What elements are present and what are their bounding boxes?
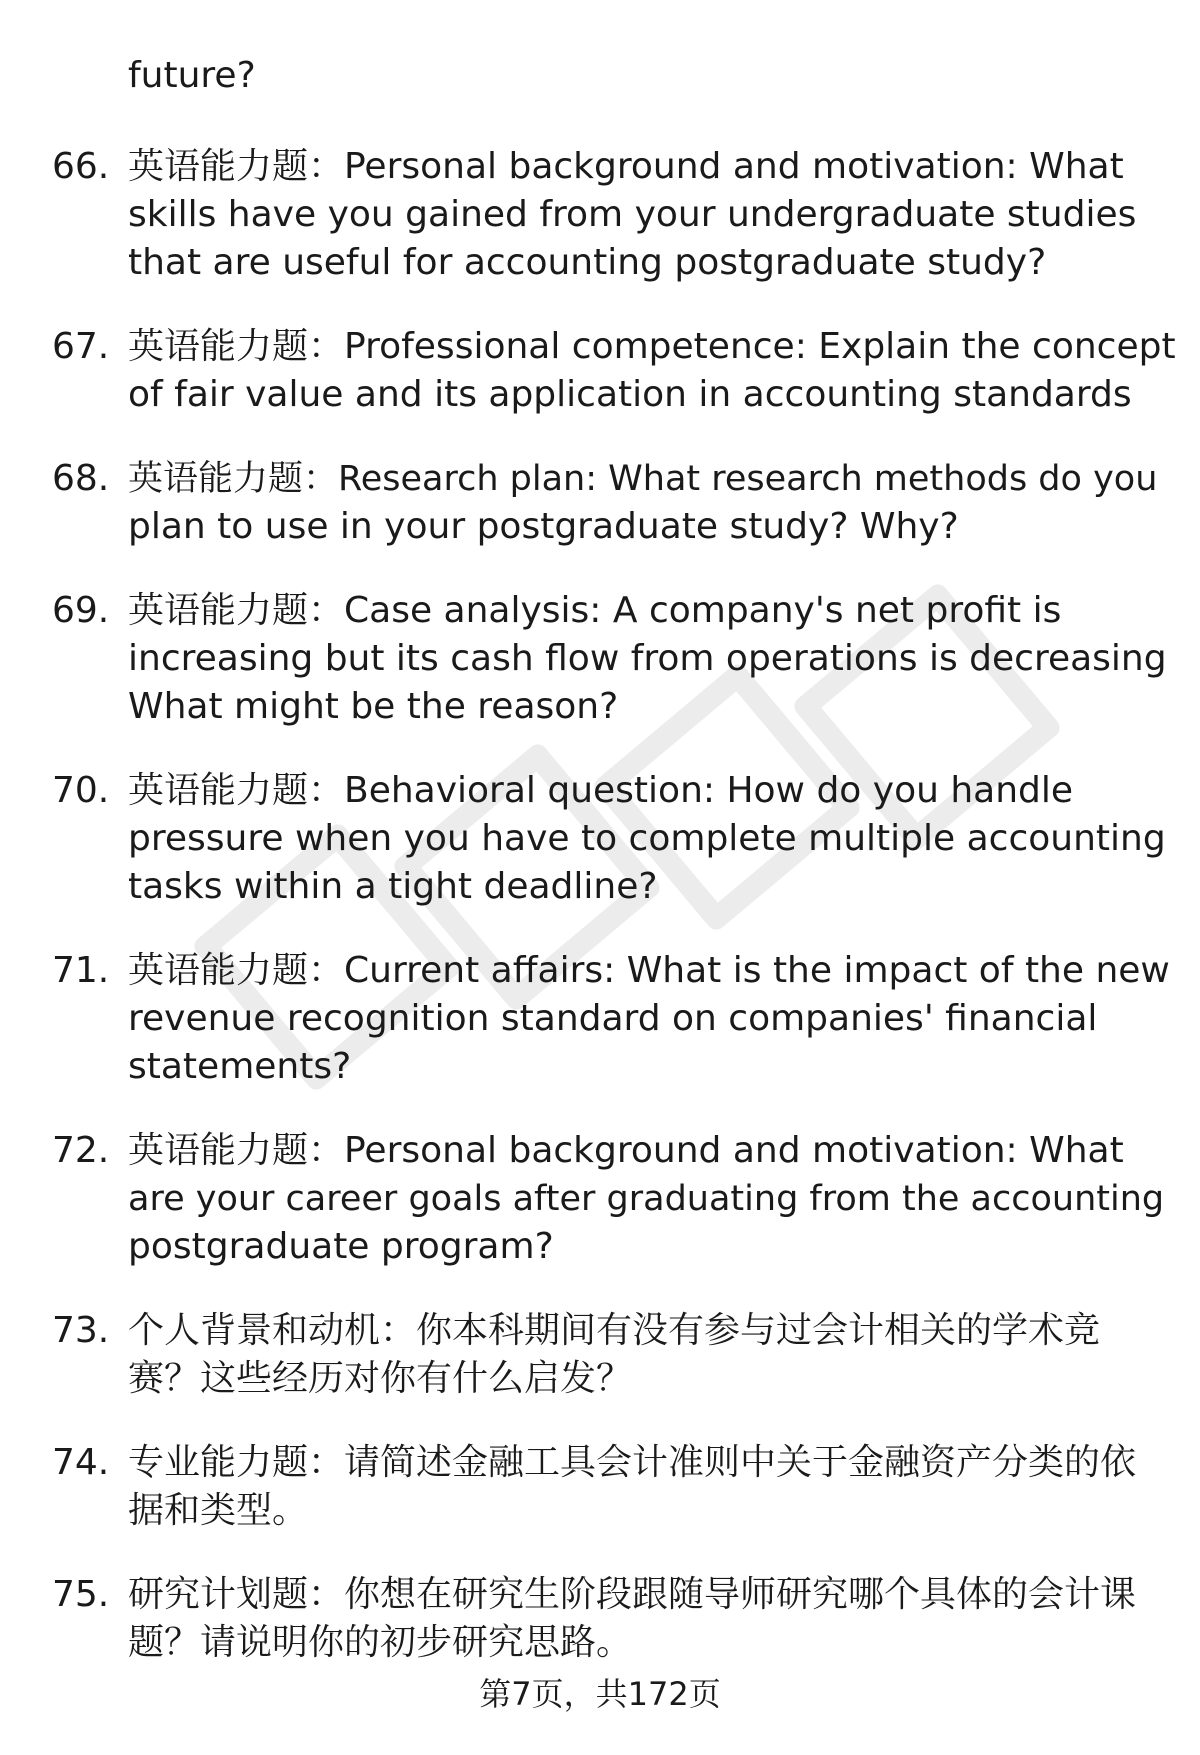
item-line: plan to use in your postgraduate study? Why? [128, 506, 959, 547]
item-number: 71. [52, 950, 110, 991]
item-line: that are useful for accounting postgraduate study? [128, 242, 1047, 283]
item-line: are your career goals after graduating from the accounting [128, 1179, 1165, 1219]
item-line: increasing but its cash flow from operations is decreasing [128, 638, 1167, 679]
item-number: 73. [52, 1310, 110, 1351]
item-line: revenue recognition standard on companies' financial [128, 998, 1098, 1039]
item-number: 72. [52, 1130, 110, 1171]
item-line: 英语能力题：Personal background and motivation: What [128, 146, 1124, 187]
item-line: What might be the reason? [128, 686, 619, 727]
item-number: 67. [52, 326, 110, 367]
item-line: 英语能力题：Personal background and motivation: What [128, 1130, 1124, 1171]
item-line: 英语能力题：Case analysis: A company's net profit is [128, 590, 1062, 631]
page-footer: 第7页，共172页 [479, 1675, 721, 1713]
item-number: 68. [52, 458, 110, 499]
item-number: 66. [52, 146, 110, 187]
item-line: postgraduate program? [128, 1226, 554, 1267]
item-line: 个人背景和动机：你本科期间有没有参与过会计相关的学术竞 [128, 1310, 1101, 1351]
item-number: 74. [52, 1442, 110, 1483]
item-number: 75. [52, 1574, 110, 1615]
item-line: 赛？这些经历对你有什么启发？ [128, 1358, 633, 1399]
item-line: 专业能力题：请简述金融工具会计准则中关于金融资产分类的依 [128, 1442, 1137, 1483]
item-line: 英语能力题：Research plan: What research methods do you [128, 459, 1158, 499]
item-line: tasks within a tight deadline? [128, 866, 658, 907]
item-line: of fair value and its application in accounting standards [128, 374, 1132, 415]
item-line: 据和类型。 [128, 1490, 309, 1531]
continued-line: future? [128, 55, 256, 96]
item-line: 研究计划题：你想在研究生阶段跟随导师研究哪个具体的会计课 [128, 1574, 1137, 1615]
item-line: 英语能力题：Professional competence: Explain the concept [128, 326, 1176, 367]
item-line: skills have you gained from your undergraduate studies [128, 194, 1137, 235]
item-number: 70. [52, 770, 110, 811]
item-line: pressure when you have to complete multiple accounting [128, 818, 1166, 859]
item-line: 英语能力题：Current affairs: What is the impact of the new [128, 950, 1170, 991]
item-number: 69. [52, 590, 110, 631]
item-line: statements? [128, 1046, 352, 1087]
item-line: 英语能力题：Behavioral question: How do you handle [128, 770, 1074, 811]
item-line: 题？请说明你的初步研究思路。 [128, 1622, 633, 1663]
